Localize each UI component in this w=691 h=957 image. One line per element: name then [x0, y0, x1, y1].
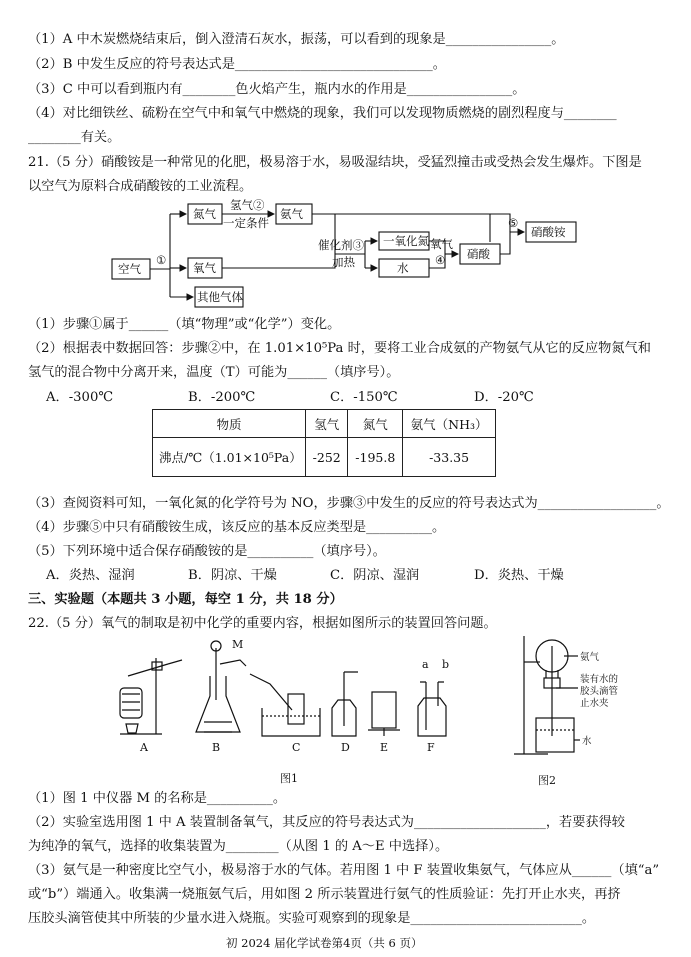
q21-option-d: D．-20℃ — [474, 390, 534, 405]
flow-hno3: 硝酸 — [467, 247, 490, 261]
q21-part1: （1）步骤①属于______（填“物理”或“化学”）变化。 — [28, 317, 341, 332]
flow-o2b: 氧气 — [430, 237, 453, 251]
q20-line3: （3）C 中可以看到瓶内有________色火焰产生，瓶内水的作用是________________。 — [28, 82, 526, 97]
q20-line4a: （4）对比细铁丝、硫粉在空气中和氧气中燃烧的现象，我们可以发现物质燃烧的剧烈程度与________ — [28, 106, 617, 121]
fig1-label-c: C — [292, 741, 301, 754]
fig2-dropper-label-2: 胶头滴管 — [580, 686, 619, 697]
fig1-label-d: D — [341, 741, 350, 754]
fig2-ammonia-label: 氨气 — [580, 652, 600, 663]
fig1-label-b-tube: b — [442, 658, 450, 671]
table-header: 物质 — [153, 410, 306, 438]
fig1-label-b: B — [212, 741, 221, 754]
flow-condition: 一定条件 — [223, 216, 269, 230]
process-flow-diagram — [100, 196, 600, 314]
flow-heat: 加热 — [332, 255, 355, 269]
fig2-water-label: 水 — [582, 736, 592, 747]
table-cell: -252 — [306, 438, 348, 477]
flow-catalyst: 催化剂③ — [318, 238, 364, 252]
q21-part5: （5）下列环境中适合保存硝酸铵的是__________（填序号）。 — [28, 544, 386, 559]
flow-other: 其他气体 — [197, 290, 243, 304]
q22-part2b: 为纯净的氧气，选择的收集装置为________（从图 1 的 A～E 中选择）。 — [28, 839, 449, 854]
q21-option-c: C．-150℃ — [330, 390, 398, 405]
flow-nh3: 氨气 — [280, 207, 303, 221]
table-header: 氢气 — [306, 410, 348, 438]
table-cell: -33.35 — [403, 438, 496, 477]
fig1-label-a: A — [140, 741, 148, 754]
flow-step5: ⑤ — [508, 216, 519, 230]
section-3-heading: 三、实验题（本题共 3 小题，每空 1 分，共 18 分） — [28, 592, 343, 607]
flow-product: 硝酸铵 — [531, 225, 566, 239]
q22-intro: 22.（5 分）氧气的制取是初中化学的重要内容，根据如图所示的装置回答问题。 — [28, 616, 497, 631]
table-header: 氨气（NH₃） — [403, 410, 496, 438]
q22-part3c: 压胶头滴管使其中所装的少量水进入烧瓶。实验可观察到的现象是__________________________。 — [28, 911, 596, 926]
q21-option2-a: A．炎热、湿润 — [46, 568, 135, 583]
q21-part2a: （2）根据表中数据回答：步骤②中，在 1.01×10⁵Pa 时，要将工业合成氨的产物氨气从它的反应物氮气和 — [28, 341, 651, 356]
table-row — [153, 438, 496, 477]
q20-line2: （2）B 中发生反应的符号表达式是______________________________。 — [28, 57, 446, 72]
q22-part3a: （3）氨气是一种密度比空气小，极易溶于水的气体。若用图 1 中 F 装置收集氨气，气体应从______（填“a” — [28, 863, 660, 878]
q21-option2-c: C．阴凉、湿润 — [330, 568, 420, 583]
q21-part3: （3）查阅资料可知，一氧化氮的化学符号为 NO，步骤③中发生的反应的符号表达式为__________________。 — [28, 496, 670, 511]
q20-line4b: ________有关。 — [28, 130, 121, 145]
fig2-dropper-label-1: 装有水的 — [580, 674, 619, 685]
flow-no: 一氧化氮 — [383, 234, 429, 248]
q21-option-a: A．-300℃ — [46, 390, 114, 405]
flow-air: 空气 — [118, 262, 141, 276]
flow-o2: 氧气 — [193, 261, 216, 275]
q21-option2-b: B．阴凉、干燥 — [188, 568, 277, 583]
q21-part4: （4）步骤⑤中只有硝酸铵生成，该反应的基本反应类型是__________。 — [28, 520, 446, 535]
flow-h2-label: 氢气② — [230, 198, 265, 212]
fig1-label-a-tube: a — [422, 658, 429, 671]
q22-part2a: （2）实验室选用图 1 中 A 装置制备氧气，其反应的符号表达式为____________________，若要获得较 — [28, 815, 625, 830]
q21-intro-1: 21.（5 分）硝酸铵是一种常见的化肥，极易溶于水，易吸湿结块，受猛烈撞击或受热会发生爆炸。下图是 — [28, 155, 642, 170]
fig1-label-m: M — [232, 638, 244, 651]
flow-step1: ① — [156, 253, 167, 267]
fig2-caption: 图2 — [538, 774, 556, 787]
fig1-label-e: E — [380, 741, 389, 754]
fig1-label-f: F — [427, 741, 435, 754]
q22-part1: （1）图 1 中仪器 M 的名称是__________。 — [28, 791, 287, 806]
table-header-row — [153, 410, 496, 438]
table-header: 氮气 — [348, 410, 403, 438]
flow-step4: ④ — [435, 253, 446, 267]
flow-water: 水 — [397, 261, 409, 275]
boiling-point-table — [152, 409, 496, 477]
q22-part3b: 或“b”）端通入。收集满一烧瓶氨气后，用如图 2 所示装置进行氨气的性质验证：先打开止水夹，再挤 — [28, 887, 621, 902]
q21-option-b: B．-200℃ — [188, 390, 256, 405]
table-cell: 沸点/℃（1.01×10⁵Pa） — [153, 438, 306, 477]
table-cell: -195.8 — [348, 438, 403, 477]
q20-line1: （1）A 中木炭燃烧结束后，倒入澄清石灰水，振荡，可以看到的现象是________________。 — [28, 32, 565, 47]
fig2-clamp-label: 止水夹 — [580, 698, 609, 709]
page-footer: 初 2024 届化学试卷第4页（共 6 页） — [226, 936, 423, 950]
figure-1-apparatus — [100, 636, 480, 788]
figure-2-apparatus — [500, 626, 619, 788]
fig1-caption: 图1 — [280, 772, 298, 785]
q21-option2-d: D．炎热、干燥 — [474, 568, 564, 583]
q21-intro-2: 以空气为原料合成硝酸铵的工业流程。 — [28, 179, 253, 194]
flow-n2: 氮气 — [193, 207, 216, 221]
q21-part2b: 氢气的混合物中分离开来，温度（T）可能为______（填序号）。 — [28, 365, 400, 380]
